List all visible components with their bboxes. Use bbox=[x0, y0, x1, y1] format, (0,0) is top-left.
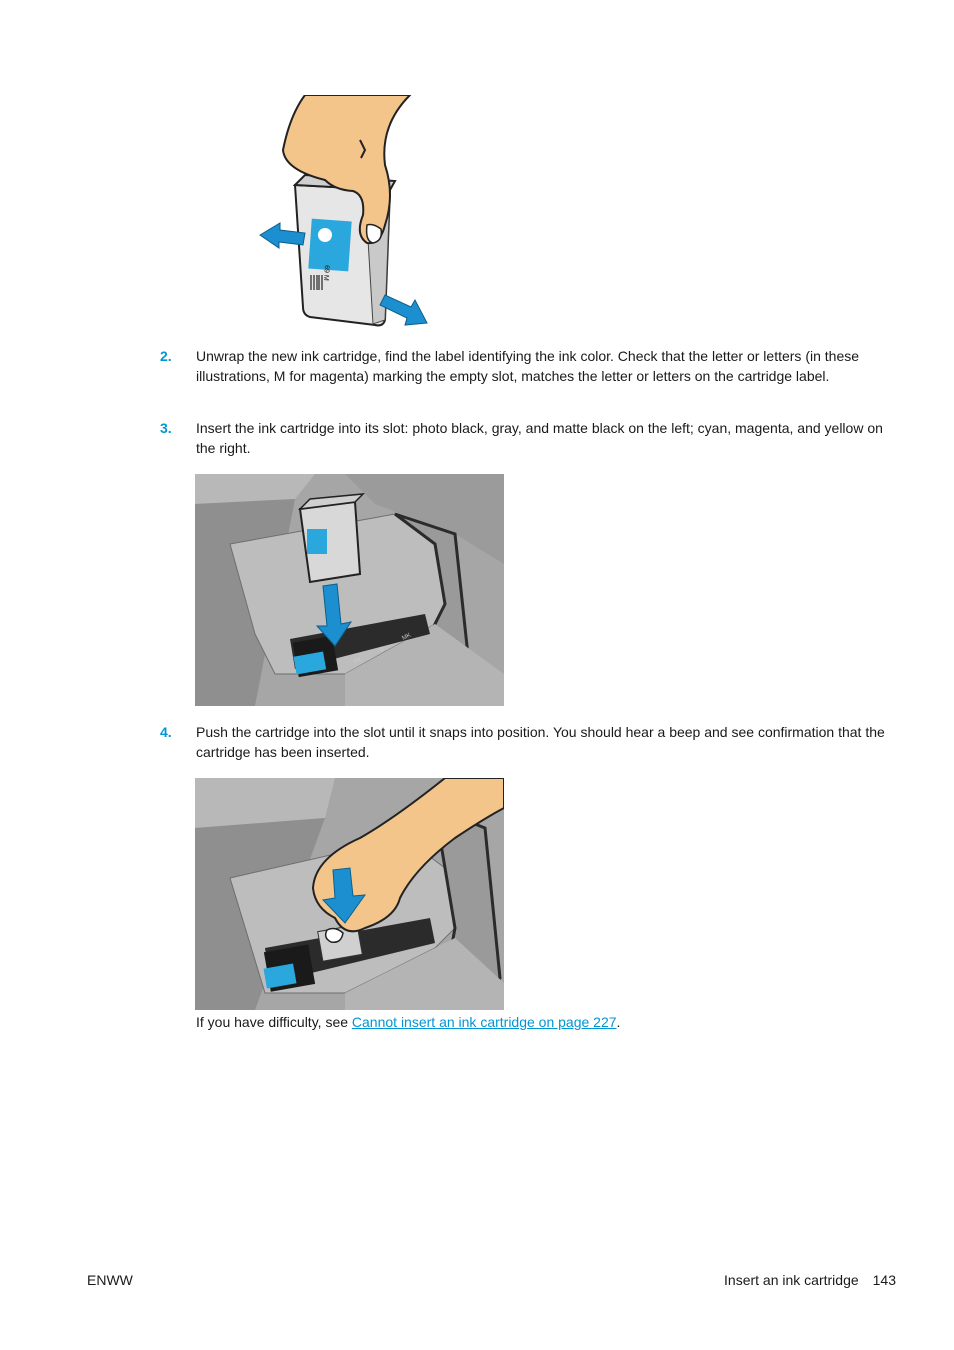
footer-right bbox=[724, 1272, 896, 1288]
difficulty-note bbox=[196, 1013, 620, 1032]
footer-section: Insert an ink cartridge bbox=[724, 1272, 859, 1288]
step-number: 4. bbox=[160, 724, 172, 740]
push-cartridge-illustration bbox=[195, 778, 504, 1010]
step-number: 3. bbox=[160, 420, 172, 436]
slot-label: G bbox=[378, 646, 386, 654]
note-suffix: . bbox=[616, 1014, 621, 1030]
step-text: Insert the ink cartridge into its slot: photo black, gray, and matte black on the left; cyan, magenta, and yellow on the right. bbox=[196, 420, 883, 456]
slot-label: PK bbox=[353, 656, 364, 666]
slot-label: MK bbox=[401, 632, 413, 642]
footer-left: ENWW bbox=[87, 1272, 133, 1288]
page-number: 143 bbox=[872, 1272, 896, 1288]
step-number: 2. bbox=[160, 348, 172, 364]
note-prefix: If you have difficulty, see bbox=[196, 1014, 352, 1030]
insert-cartridge-illustration bbox=[195, 474, 504, 706]
cartridge-label-text: 69 M bbox=[321, 264, 330, 281]
step-text: Unwrap the new ink cartridge, find the label identifying the ink color. Check that the letter or letters (in these illustrations, M for magenta) marking the empty slot, matches the letter or letters on the cartridge label. bbox=[196, 348, 860, 384]
step-text: Push the cartridge into the slot until it snaps into position. You should hear a beep and see confirmation that the cartridge has been inserted. bbox=[196, 724, 885, 760]
cannot-insert-cartridge-link[interactable]: Cannot insert an ink cartridge on page 227 bbox=[351, 1014, 617, 1030]
hand-holding-cartridge-illustration bbox=[255, 95, 435, 330]
